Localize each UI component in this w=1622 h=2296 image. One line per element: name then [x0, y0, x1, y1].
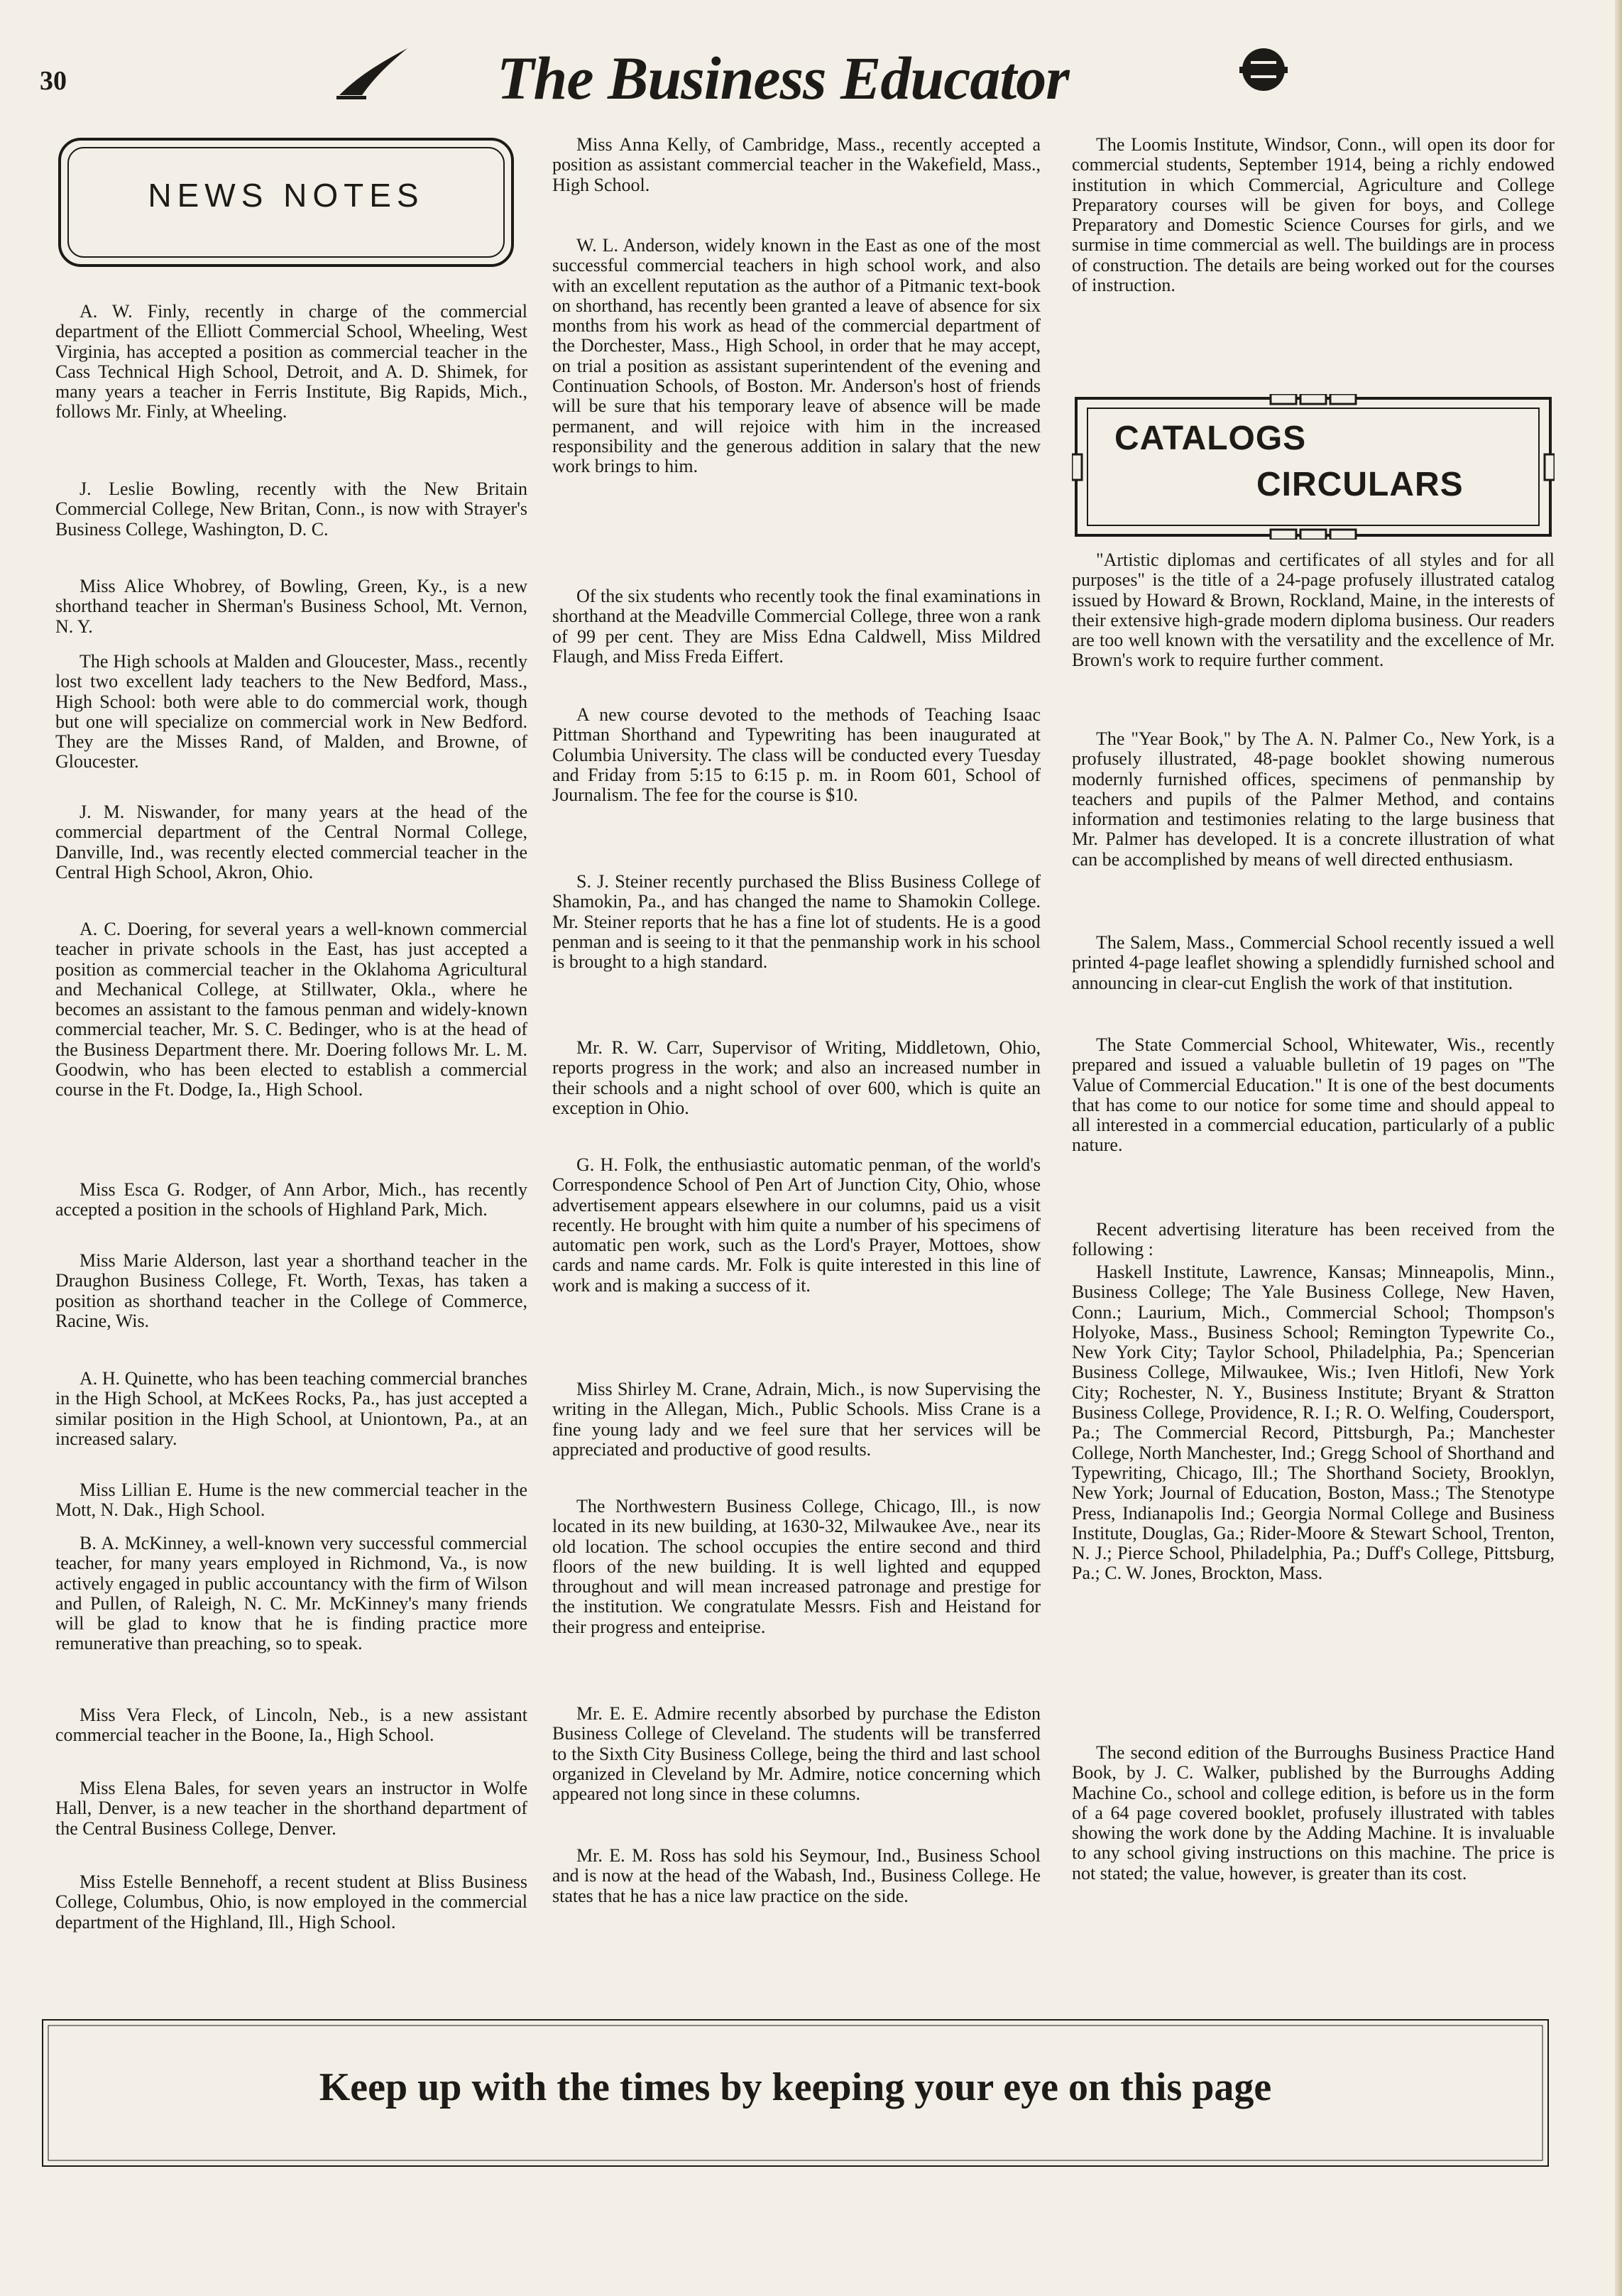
news-item: The second edition of the Burroughs Business Practice Hand Book, by J. C. Walker, published by the Burroughs Adding Machine Co., school and college edition, is before us in the form of a 64 page covered booklet, profusely illustrated with tables showing the work done by the Adding Machine. It is invaluable to any school giving instructions on this machine. The price is not stated; the value, however, is greater than its cost. [1072, 1742, 1555, 1884]
news-item: A new course devoted to the methods of Teaching Isaac Pittman Shorthand and Typewriting has been inaugurated at Columbia University. The class will be conducted every Tuesday and Friday from 5:15 to 6:15 p. m. in Room 601, School of Journalism. The fee for the course is $10. [552, 704, 1041, 806]
news-item: A. H. Quinette, who has been teaching commercial branches in the High School, at McKees Rocks, Pa., has just accepted a similar position in the High School, at Uniontown, Pa., at an increased salary. [55, 1368, 527, 1449]
news-item: A. W. Finly, recently in charge of the commercial department of the Elliott Commercial School, Wheeling, West Virginia, has accepted a position as commercial teacher in the Cass Technical High School, Detroit, and A. D. Shimek, for many years a teacher in Ferris Institute, Big Rapids, Mich., follows Mr. Finly, at Wheeling. [55, 301, 527, 422]
masthead [334, 37, 1299, 115]
circulars-title: CIRCULARS [1256, 466, 1464, 503]
news-item: Miss Vera Fleck, of Lincoln, Neb., is a new assistant commercial teacher in the Boone, Ia., High School. [55, 1705, 527, 1746]
news-item: Miss Lillian E. Hume is the new commercial teacher in the Mott, N. Dak., High School. [55, 1480, 527, 1521]
news-item: The State Commercial School, Whitewater, Wis., recently prepared and issued a valuable bulletin of 19 pages on "The Value of Commercial Education." It is one of the best documents that has come to our notice for some time and should appeal to all interested in a commercial education, particularly of a public nature. [1072, 1034, 1555, 1156]
news-item: Of the six students who recently took the final examinations in shorthand at the Meadville Commercial College, three won a rank of 99 per cent. They are Miss Edna Caldwell, Miss Mildred Flaugh, and Miss Freda Eiffert. [552, 586, 1041, 667]
quill-icon [334, 43, 412, 99]
news-item: Miss Shirley M. Crane, Adrain, Mich., is now Supervising the writing in the Allegan, Mich., Public Schools. Miss Crane is a fine young lady and we feel sure that her services will be appreciated and productive of good results. [552, 1379, 1041, 1460]
news-item: J. Leslie Bowling, recently with the New Britain Commercial College, New Britan, Conn., is now with Strayer's Business College, Washington, D. C. [55, 479, 527, 540]
advertisement-box [41, 2018, 1550, 2167]
news-item: Miss Anna Kelly, of Cambridge, Mass., recently accepted a position as assistant commercial teacher in the Wakefield, Mass., High School. [552, 134, 1041, 195]
news-notes-header [55, 135, 517, 270]
news-item: J. M. Niswander, for many years at the head of the commercial department of the Central Normal College, Danville, Ind., was recently elected commercial teacher in the Central High School, Akron, Ohio. [55, 802, 527, 882]
page-number: 30 [40, 66, 67, 96]
news-item: G. H. Folk, the enthusiastic automatic penman, of the world's Correspondence School of Pen Art of Junction City, Ohio, whose advertisement appears elsewhere in our columns, paid us a visit recently. He brought with him quite a number of his specimens of automatic pen work, such as the Lord's Prayer, Mottoes, show cards and name cards. Mr. Folk is quite interested in this line of work and is making a success of it. [552, 1154, 1041, 1296]
news-item: "Artistic diplomas and certificates of all styles and for all purposes" is the title of a 24-page profusely illustrated catalog issued by Howard & Brown, Rockland, Maine, in the interests of their extensive high-grade modern diploma business. Our readers are too well known with the versatility and the excellence of Mr. Brown's work to require further comment. [1072, 550, 1555, 671]
news-item: The High schools at Malden and Gloucester, Mass., recently lost two excellent lady teachers to the New Bedford, Mass., High School: both were able to do commercial work, though but one will specialize on commercial work in New Bedford. They are the Misses Rand, of Malden, and Browne, of Gloucester. [55, 651, 527, 772]
news-item: W. L. Anderson, widely known in the East as one of the most successful commercial teachers in high school work, and also with an excellent reputation as the author of a Pitmanic text-book on shorthand, has recently been granted a leave of absence for six months from his work as head of the commercial department of the Dorchester, Mass., High School, in order that he may accept, on trial a position as assistant superintendent of the evening and Continuation Schools, of Boston. Mr. Anderson's host of friends will be sure that his temporary leave of absence will be made permanent, and will rejoice with him in the increased responsibility and the generous addition in salary that the new work brings to him. [552, 235, 1041, 477]
news-item: Recent advertising literature has been received from the following : [1072, 1219, 1555, 1260]
news-item: Miss Esca G. Rodger, of Ann Arbor, Mich., has recently accepted a position in the schools of Highland Park, Mich. [55, 1179, 527, 1220]
news-item: The Northwestern Business College, Chicago, Ill., is now located in its new building, at 1630-32, Milwaukee Ave., near its old location. The school occupies the entire second and third floors of the new building. It is well lighted and equpped throughout and will mean increased patronage and prestige for the institution. We congratulate Messrs. Fish and Heistand for their progress and enteiprise. [552, 1496, 1041, 1637]
news-item: The Loomis Institute, Windsor, Conn., will open its door for commercial students, September 1914, being a richly endowed institution in which Commercial, Agriculture and College Preparatory courses will be given for boys, and College Preparatory and Domestic Science Courses for girls, and we surmise in time commercial as well. The buildings are in process of construction. The details are being worked out for the courses of instruction. [1072, 134, 1555, 296]
catalogs-circulars-header [1072, 394, 1555, 540]
advertisement-text: Keep up with the times by keeping your eye on this page [319, 2065, 1272, 2109]
news-item: Mr. R. W. Carr, Supervisor of Writing, Middletown, Ohio, reports progress in the work; and also an increased number in their schools and a night school of over 600, which is quite an exception in Ohio. [552, 1037, 1041, 1118]
news-notes-title: NEWS NOTES [148, 177, 424, 214]
news-item: A. C. Doering, for several years a well-known commercial teacher in private schools in the East, has just accepted a position as commercial teacher in the Oklahoma Agricultural and Mechanical College, at Stillwater, Okla., where he becomes an assistant to the famous penman and widely-known commercial teacher, Mr. S. C. Bedinger, who is at the head of the Business Department there. Mr. Doering follows Mr. L. M. Goodwin, who has been elected to establish a commercial course in the Ft. Dodge, Ia., High School. [55, 919, 527, 1100]
news-item: S. J. Steiner recently purchased the Bliss Business College of Shamokin, Pa., and has changed the name to Shamokin College. Mr. Steiner reports that he has a fine lot of students. He is a good penman and is seeing to it that the penmanship work in his school is brought to a high standard. [552, 871, 1041, 973]
catalogs-title: CATALOGS [1114, 420, 1307, 457]
news-item: Miss Elena Bales, for seven years an instructor in Wolfe Hall, Denver, is a new teacher in the shorthand department of the Central Business College, Denver. [55, 1778, 527, 1839]
news-item: Miss Alice Whobrey, of Bowling, Green, Ky., is a new shorthand teacher in Sherman's Business School, Mt. Vernon, N. Y. [55, 576, 527, 637]
masthead-title: The Business Educator [497, 44, 1069, 112]
news-item: The "Year Book," by The A. N. Palmer Co., New York, is a profusely illustrated, 48-page booklet showing numerous modernly furnished offices, specimens of penmanship by teachers and pupils of the Palmer Method, and contains information and testimonies relating to the large business that Mr. Palmer has developed. It is a concrete illustration of what can be accomplished by means of well directed enthusiasm. [1072, 728, 1555, 870]
news-item: Mr. E. E. Admire recently absorbed by purchase the Ediston Business College of Cleveland. The students will be transferred to the Sixth City Business College, being the third and last school organized in Cleveland by Mr. Admire, notice concerning which appeared not long since in these columns. [552, 1703, 1041, 1805]
news-item: Miss Estelle Bennehoff, a recent student at Bliss Business College, Columbus, Ohio, is now employed in the commercial department of the Highland, Ill., High School. [55, 1871, 527, 1933]
emblem-icon [1235, 41, 1292, 98]
page-edge [1615, 0, 1622, 2296]
news-item: Haskell Institute, Lawrence, Kansas; Minneapolis, Minn., Business College; The Yale Business College, New Haven, Conn.; Laurium, Mich., Commercial School; Thompson's Holyoke, Mass., Business School; Remington Typewrite Co., New York City; Taylor School, Philadelphia, Pa.; Spencerian Business College, Milwaukee, Wis.; Iven Hitlofi, New York City; Rochester, N. Y., Business Institute; Bryant & Stratton Business College, Providence, R. I.; R. O. Welfing, Coudersport, Pa.; The Commercial Record, Pittsburgh, Pa.; Manchester College, North Manchester, Ind.; Gregg School of Shorthand and Typewriting, Chicago, Ill.; The Shorthand Society, Brooklyn, New York; Journal of Education, Boston, Mass.; The Stenotype Press, Indianapolis Ind.; Georgia Normal College and Business Institute, Douglas, Ga.; Rider-Moore & Stewart School, Trenton, N. J.; Pierce School, Philadelphia, Pa.; Duff's College, Pittsburg, Pa.; C. W. Jones, Brockton, Mass. [1072, 1262, 1555, 1584]
news-item: The Salem, Mass., Commercial School recently issued a well printed 4-page leaflet showing a splendidly furnished school and announcing in clear-cut English the work of that institution. [1072, 932, 1555, 993]
news-item: Mr. E. M. Ross has sold his Seymour, Ind., Business School and is now at the head of the Wabash, Ind., Business College. He states that he has a nice law practice on the side. [552, 1845, 1041, 1906]
news-item: Miss Marie Alderson, last year a shorthand teacher in the Draughon Business College, Ft. Worth, Texas, has taken a position as shorthand teacher in the College of Commerce, Racine, Wis. [55, 1250, 527, 1331]
news-item: B. A. McKinney, a well-known very successful commercial teacher, for many years employed in Richmond, Va., is now actively engaged in public accountancy with the firm of Wilson and Pullen, of Raleigh, N. C. Mr. McKinney's many friends will be glad to know that he is finding practice more remunerative than preaching, so to speak. [55, 1533, 527, 1654]
